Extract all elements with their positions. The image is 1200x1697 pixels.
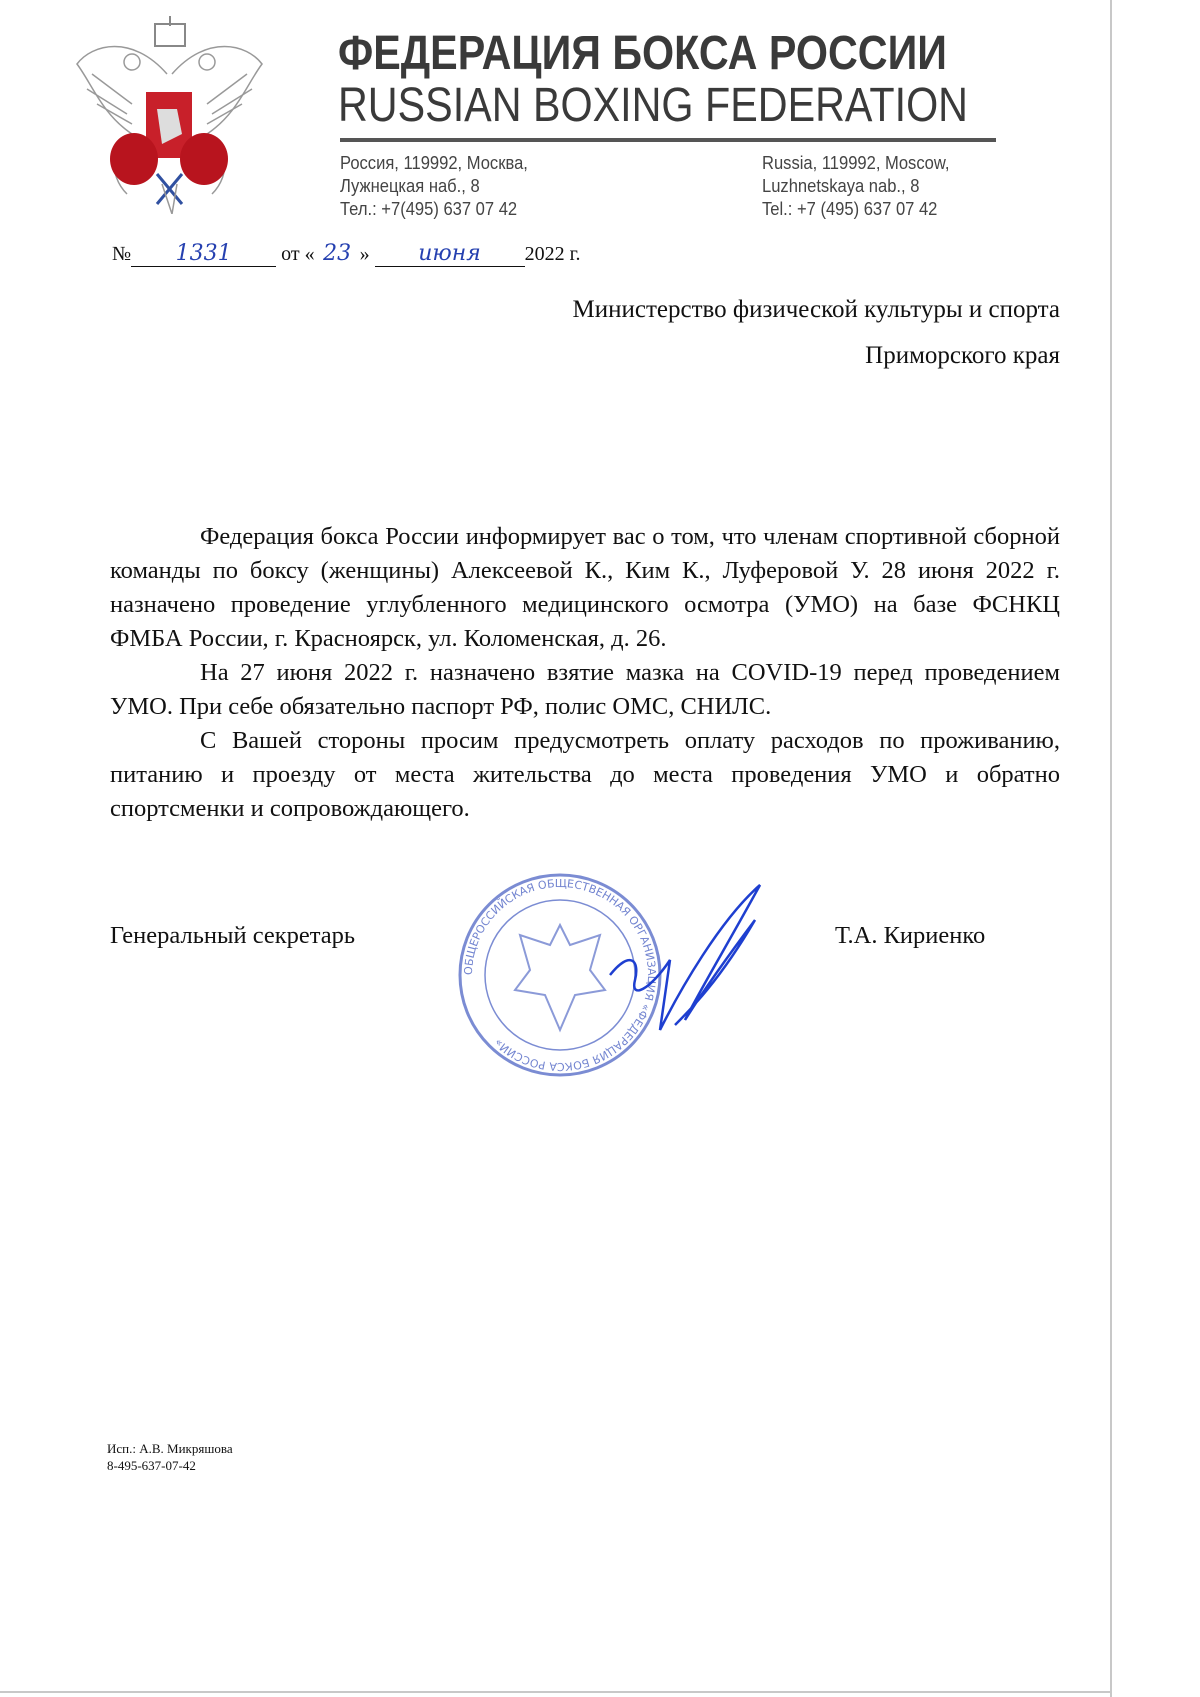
federation-emblem-logo xyxy=(72,14,267,214)
addressee-line: Министерство физической культуры и спорта xyxy=(572,296,1060,323)
body-paragraph: С Вашей стороны просим предусмотреть оплату расходов по проживанию, питанию и проезду от места жительства до места проведения УМО и обратно спортсменки и сопровождающего. xyxy=(110,727,1060,822)
executor-phone: 8-495-637-07-42 xyxy=(107,1458,196,1473)
scan-edge-bottom xyxy=(0,1691,1112,1693)
day-close-quote: » xyxy=(359,243,370,265)
handwritten-signature xyxy=(600,880,770,1040)
signatory-name: Т.А. Кириенко xyxy=(835,922,986,949)
registration-day: 23 xyxy=(323,241,352,266)
address-en-phone: Tel.: +7 (495) 637 07 42 xyxy=(762,199,938,219)
from-label: от « xyxy=(281,243,315,265)
address-ru-phone: Тел.: +7(495) 637 07 42 xyxy=(340,199,518,219)
address-ru-line: Лужнецкая наб., 8 xyxy=(340,176,480,196)
registration-number: 1331 xyxy=(131,242,276,267)
address-ru xyxy=(340,152,528,221)
body-paragraph: Федерация бокса России информирует вас о том, что членам спортивной сборной команды по боксу (женщины) Алексеевой К., Ким К., Луферовой У. 28 июня 2022 г. назначено проведение углубленного медицинского осмотра (УМО) на базе ФСНКЦ ФМБА России, г. Красноярск, ул. Коломенская, д. 26. xyxy=(110,523,1060,652)
number-label: № xyxy=(112,243,132,265)
letter-body xyxy=(110,520,1060,826)
body-paragraph: На 27 июня 2022 г. назначено взятие мазка на COVID-19 перед проведением УМО. При себе обязательно паспорт РФ, полис ОМС, СНИЛС. xyxy=(110,659,1060,720)
letterhead-title-en: RUSSIAN BOXING FEDERATION xyxy=(338,79,968,132)
registration-line xyxy=(112,242,581,267)
address-en-line: Russia, 119992, Moscow, xyxy=(762,153,950,173)
registration-year: 2022 г. xyxy=(524,243,581,265)
signatory-title: Генеральный секретарь xyxy=(110,922,356,949)
svg-text:ОБЩЕРОССИЙСКАЯ ОБЩЕСТВЕННАЯ ОР: ОБЩЕРОССИЙСКАЯ ОБЩЕСТВЕННАЯ ОРГАНИЗАЦИЯ «ФЕДЕРАЦИЯ БОКСА РОССИИ» xyxy=(461,876,659,1074)
address-ru-line: Россия, 119992, Москва, xyxy=(340,153,528,173)
executor-name: Исп.: А.В. Микряшова xyxy=(107,1441,233,1456)
registration-month: июня xyxy=(375,242,525,267)
executor-info xyxy=(107,1440,233,1474)
letterhead-title-ru: ФЕДЕРАЦИЯ БОКСА РОССИИ xyxy=(338,27,947,80)
addressee-line: Приморского края xyxy=(865,342,1060,369)
address-en xyxy=(762,152,949,221)
scan-edge xyxy=(1110,0,1112,1697)
letterhead-divider xyxy=(340,138,996,142)
address-en-line: Luzhnetskaya nab., 8 xyxy=(762,176,920,196)
